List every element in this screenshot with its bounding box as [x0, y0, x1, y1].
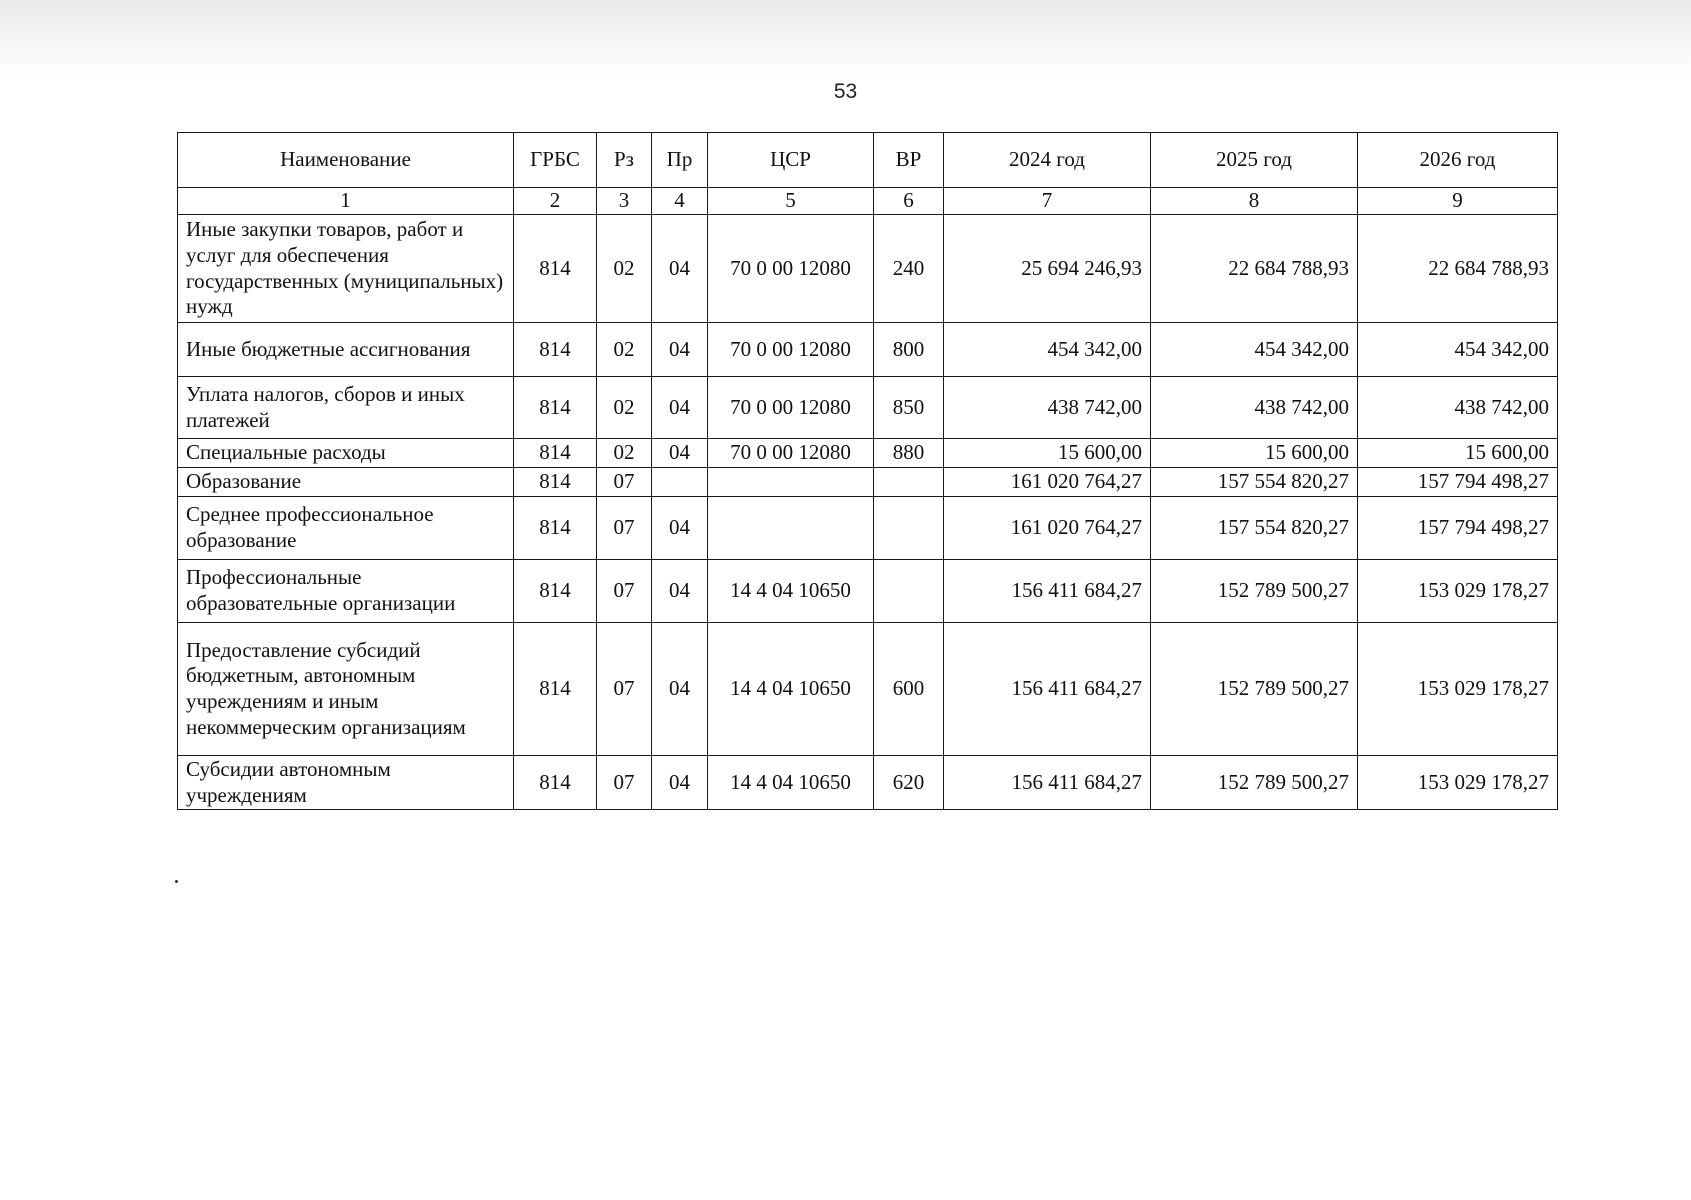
row-rz-cell: 02: [597, 377, 652, 439]
row-name-cell: Иные закупки товаров, работ и услуг для обеспечения государственных (муниципальных) нужд: [178, 215, 514, 323]
row-vr-cell: 600: [874, 623, 944, 756]
row-name-cell: Специальные расходы: [178, 439, 514, 468]
row-2025-cell: 152 789 500,27: [1151, 560, 1358, 623]
row-vr-cell: 800: [874, 323, 944, 377]
column-number: 3: [597, 188, 652, 215]
scan-speck: [175, 880, 178, 883]
column-number-row: [178, 188, 1558, 215]
row-grbs-cell: 814: [514, 323, 597, 377]
row-rz-cell: 07: [597, 756, 652, 810]
column-number: 7: [944, 188, 1151, 215]
row-name-cell: Образование: [178, 468, 514, 497]
row-2024-cell: 25 694 246,93: [944, 215, 1151, 323]
row-rz-cell: 02: [597, 215, 652, 323]
header-2024: 2024 год: [944, 133, 1151, 188]
header-vr: ВР: [874, 133, 944, 188]
row-csr-cell: 70 0 00 12080: [708, 323, 874, 377]
column-number: 8: [1151, 188, 1358, 215]
header-2026: 2026 год: [1358, 133, 1558, 188]
table-row: [178, 497, 1558, 560]
header-csr: ЦСР: [708, 133, 874, 188]
row-pr-cell: [652, 468, 708, 497]
row-2025-cell: 438 742,00: [1151, 377, 1358, 439]
row-2025-cell: 15 600,00: [1151, 439, 1358, 468]
row-2026-cell: 153 029 178,27: [1358, 756, 1558, 810]
row-pr-cell: 04: [652, 323, 708, 377]
row-grbs-cell: 814: [514, 377, 597, 439]
row-pr-cell: 04: [652, 560, 708, 623]
row-2024-cell: 156 411 684,27: [944, 623, 1151, 756]
row-2026-cell: 153 029 178,27: [1358, 623, 1558, 756]
row-2025-cell: 157 554 820,27: [1151, 497, 1358, 560]
row-csr-cell: 14 4 04 10650: [708, 623, 874, 756]
table-row: [178, 439, 1558, 468]
column-number: 2: [514, 188, 597, 215]
header-name: Наименование: [178, 133, 514, 188]
row-name-cell: Субсидии автономным учреждениям: [178, 756, 514, 810]
header-rz: Рз: [597, 133, 652, 188]
row-pr-cell: 04: [652, 215, 708, 323]
column-number: 9: [1358, 188, 1558, 215]
row-rz-cell: 07: [597, 560, 652, 623]
page-number: 53: [833, 80, 858, 103]
column-number: 1: [178, 188, 514, 215]
scan-edge-shading: [0, 0, 1691, 80]
row-vr-cell: 880: [874, 439, 944, 468]
row-2024-cell: 454 342,00: [944, 323, 1151, 377]
row-vr-cell: [874, 560, 944, 623]
row-pr-cell: 04: [652, 497, 708, 560]
table-row: [178, 623, 1558, 756]
row-name-cell: Предоставление субсидий бюджетным, автономным учреждениям и иным некоммерческим организациям: [178, 623, 514, 756]
row-grbs-cell: 814: [514, 623, 597, 756]
row-grbs-cell: 814: [514, 756, 597, 810]
row-vr-cell: 850: [874, 377, 944, 439]
row-rz-cell: 07: [597, 497, 652, 560]
row-2026-cell: 438 742,00: [1358, 377, 1558, 439]
row-2025-cell: 157 554 820,27: [1151, 468, 1358, 497]
row-2026-cell: 15 600,00: [1358, 439, 1558, 468]
row-rz-cell: 07: [597, 623, 652, 756]
row-csr-cell: 70 0 00 12080: [708, 439, 874, 468]
table-row: [178, 323, 1558, 377]
column-number: 4: [652, 188, 708, 215]
row-2025-cell: 152 789 500,27: [1151, 623, 1358, 756]
row-vr-cell: 240: [874, 215, 944, 323]
row-vr-cell: [874, 468, 944, 497]
table-row: [178, 560, 1558, 623]
row-2024-cell: 156 411 684,27: [944, 560, 1151, 623]
row-grbs-cell: 814: [514, 468, 597, 497]
row-csr-cell: 14 4 04 10650: [708, 560, 874, 623]
row-grbs-cell: 814: [514, 439, 597, 468]
budget-table: [177, 132, 1558, 810]
header-row: [178, 133, 1558, 188]
row-csr-cell: 14 4 04 10650: [708, 756, 874, 810]
row-2025-cell: 152 789 500,27: [1151, 756, 1358, 810]
row-vr-cell: 620: [874, 756, 944, 810]
row-csr-cell: 70 0 00 12080: [708, 377, 874, 439]
row-pr-cell: 04: [652, 439, 708, 468]
header-grbs: ГРБС: [514, 133, 597, 188]
row-rz-cell: 07: [597, 468, 652, 497]
row-csr-cell: 70 0 00 12080: [708, 215, 874, 323]
column-number: 5: [708, 188, 874, 215]
row-name-cell: Уплата налогов, сборов и иных платежей: [178, 377, 514, 439]
table-row: [178, 377, 1558, 439]
header-2025: 2025 год: [1151, 133, 1358, 188]
row-rz-cell: 02: [597, 439, 652, 468]
row-grbs-cell: 814: [514, 560, 597, 623]
row-pr-cell: 04: [652, 377, 708, 439]
column-number: 6: [874, 188, 944, 215]
row-2026-cell: 153 029 178,27: [1358, 560, 1558, 623]
row-csr-cell: [708, 468, 874, 497]
row-rz-cell: 02: [597, 323, 652, 377]
header-pr: Пр: [652, 133, 708, 188]
row-2024-cell: 15 600,00: [944, 439, 1151, 468]
row-2026-cell: 22 684 788,93: [1358, 215, 1558, 323]
row-grbs-cell: 814: [514, 215, 597, 323]
row-2025-cell: 22 684 788,93: [1151, 215, 1358, 323]
row-grbs-cell: 814: [514, 497, 597, 560]
row-2026-cell: 157 794 498,27: [1358, 468, 1558, 497]
row-name-cell: Иные бюджетные ассигнования: [178, 323, 514, 377]
row-2025-cell: 454 342,00: [1151, 323, 1358, 377]
row-vr-cell: [874, 497, 944, 560]
row-2024-cell: 156 411 684,27: [944, 756, 1151, 810]
row-2024-cell: 161 020 764,27: [944, 497, 1151, 560]
row-2026-cell: 454 342,00: [1358, 323, 1558, 377]
table-row: [178, 215, 1558, 323]
table-row: [178, 756, 1558, 810]
row-pr-cell: 04: [652, 756, 708, 810]
row-2024-cell: 438 742,00: [944, 377, 1151, 439]
row-2026-cell: 157 794 498,27: [1358, 497, 1558, 560]
row-name-cell: Профессиональные образовательные организации: [178, 560, 514, 623]
row-name-cell: Среднее профессиональное образование: [178, 497, 514, 560]
row-csr-cell: [708, 497, 874, 560]
row-pr-cell: 04: [652, 623, 708, 756]
table-row: [178, 468, 1558, 497]
row-2024-cell: 161 020 764,27: [944, 468, 1151, 497]
